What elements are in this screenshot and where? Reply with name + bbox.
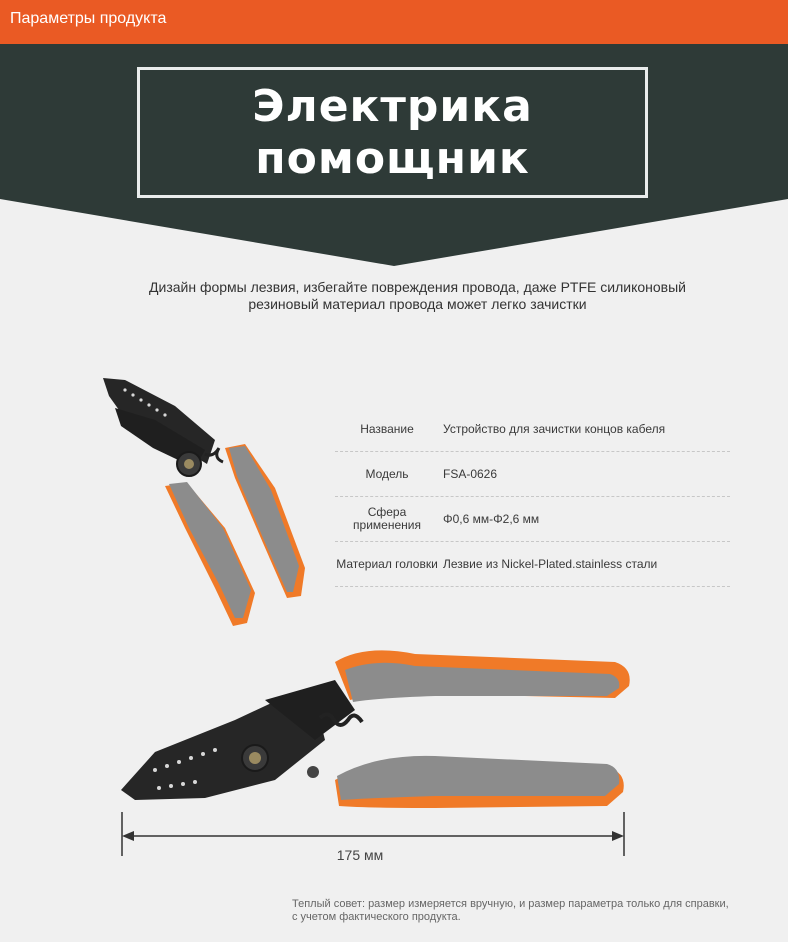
intro-line-2: резиновый материал провода может легко зачистки <box>248 296 587 312</box>
spec-table <box>335 407 730 587</box>
spec-row-material <box>335 542 730 587</box>
dimension-arrow-right <box>612 831 624 841</box>
wire-stripper-photo-small <box>95 368 315 633</box>
lower-handle-gray-large <box>337 756 619 800</box>
intro-text <box>110 279 725 313</box>
header-title: Параметры продукта <box>10 10 167 27</box>
spec-value: Φ0,6 мм-Φ2,6 мм <box>443 512 540 526</box>
header-bar <box>0 0 788 44</box>
dimension-arrow-left <box>122 831 134 841</box>
spec-row-model <box>335 452 730 497</box>
spec-label: Сфера применения <box>353 505 421 532</box>
spec-row-name <box>335 407 730 452</box>
wire-stripper-photo-large <box>115 640 635 820</box>
footnote: Теплый совет: размер измеряется вручную, и размер параметра только для справки, с учетом фактического продукта. <box>292 898 729 923</box>
hero-title-line-1: Электрика <box>252 80 533 132</box>
spec-label: Модель <box>365 466 409 481</box>
spec-label: Материал головки <box>336 556 438 571</box>
spec-value: Лезвие из Nickel-Plated.stainless стали <box>443 557 658 571</box>
hero-title-box <box>137 67 648 198</box>
left-handle-gray-small <box>169 482 251 618</box>
spec-value: Устройство для зачистки концов кабеля <box>443 422 666 436</box>
spec-row-range <box>335 497 730 542</box>
hero-title-line-2: помощник <box>255 132 530 184</box>
stripper-jaws-large <box>121 680 362 800</box>
spec-label: Название <box>360 421 414 436</box>
stripper-jaws-small <box>103 378 215 476</box>
spec-value: FSA-0626 <box>443 467 498 481</box>
dimension-label: 175 мм <box>336 847 384 863</box>
intro-line-1: Дизайн формы лезвия, избегайте повреждения провода, даже PTFE силиконовый <box>149 279 686 295</box>
